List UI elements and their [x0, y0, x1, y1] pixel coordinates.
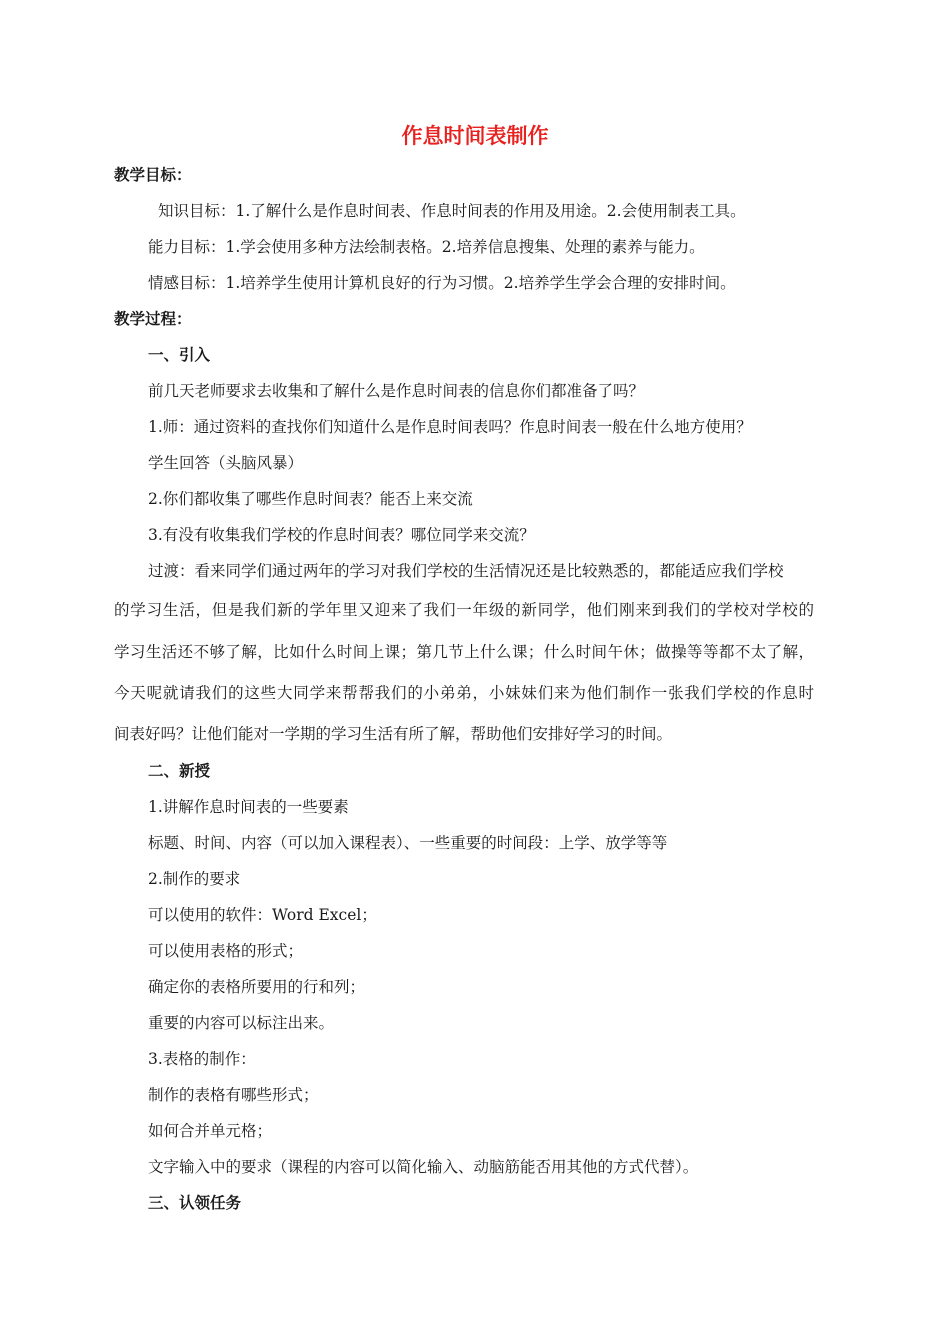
goal-emotion: 情感目标：1.培养学生使用计算机良好的行为习惯。2.培养学生学会合理的安排时间。 [148, 274, 736, 292]
paragraph: 制作的表格有哪些形式； [148, 1086, 319, 1104]
document-title: 作息时间表制作 [401, 123, 549, 148]
paragraph: 2.你们都收集了哪些作息时间表？能否上来交流 [148, 490, 473, 508]
paragraph: 可以使用表格的形式； [148, 942, 304, 960]
part1-heading: 一、引入 [148, 345, 211, 364]
goal-knowledge: 知识目标：1.了解什么是作息时间表、作息时间表的作用及用途。2.会使用制表工具。 [158, 202, 746, 220]
paragraph: 3.表格的制作： [148, 1050, 256, 1068]
paragraph: 2.制作的要求 [148, 870, 241, 888]
goals-heading: 教学目标： [114, 165, 192, 184]
process-heading: 教学过程： [114, 309, 192, 328]
paragraph: 标题、时间、内容（可以加入课程表）、一些重要的时间段：上学、放学等等 [148, 834, 668, 852]
goal-ability: 能力目标：1.学会使用多种方法绘制表格。2.培养信息搜集、处理的素养与能力。 [148, 238, 705, 256]
paragraph: 如何合并单元格； [148, 1122, 273, 1140]
transition-line: 学习生活还不够了解，比如什么时间上课；第几节上什么课；什么时间午休；做操等等都不太了解， [114, 643, 814, 661]
transition-line: 过渡：看来同学们通过两年的学习对我们学校的生活情况还是比较熟悉的，都能适应我们学校 [148, 562, 784, 580]
paragraph: 文字输入中的要求（课程的内容可以简化输入、动脑筋能否用其他的方式代替）。 [148, 1158, 699, 1176]
transition-line: 间表好吗？让他们能对一学期的学习生活有所了解，帮助他们安排好学习的时间。 [114, 725, 673, 743]
paragraph: 1.师：通过资料的查找你们知道什么是作息时间表吗？作息时间表一般在什么地方使用？ [148, 418, 752, 436]
paragraph: 学生回答（头脑风暴） [148, 454, 304, 472]
paragraph: 前几天老师要求去收集和了解什么是作息时间表的信息你们都准备了吗？ [148, 382, 645, 400]
paragraph: 3.有没有收集我们学校的作息时间表？哪位同学来交流？ [148, 526, 535, 544]
transition-line: 的学习生活，但是我们新的学年里又迎来了我们一年级的新同学，他们刚来到我们的学校对学校的 [114, 601, 814, 619]
transition-line: 今天呢就请我们的这些大同学来帮帮我们的小弟弟，小妹妹们来为他们制作一张我们学校的作息时 [114, 684, 814, 702]
paragraph: 1.讲解作息时间表的一些要素 [148, 798, 349, 816]
part3-heading: 三、认领任务 [148, 1193, 242, 1212]
paragraph: 确定你的表格所要用的行和列； [148, 978, 366, 996]
paragraph: 重要的内容可以标注出来。 [148, 1014, 335, 1032]
paragraph: 可以使用的软件：Word Excel； [148, 906, 377, 924]
part2-heading: 二、新授 [148, 761, 211, 780]
